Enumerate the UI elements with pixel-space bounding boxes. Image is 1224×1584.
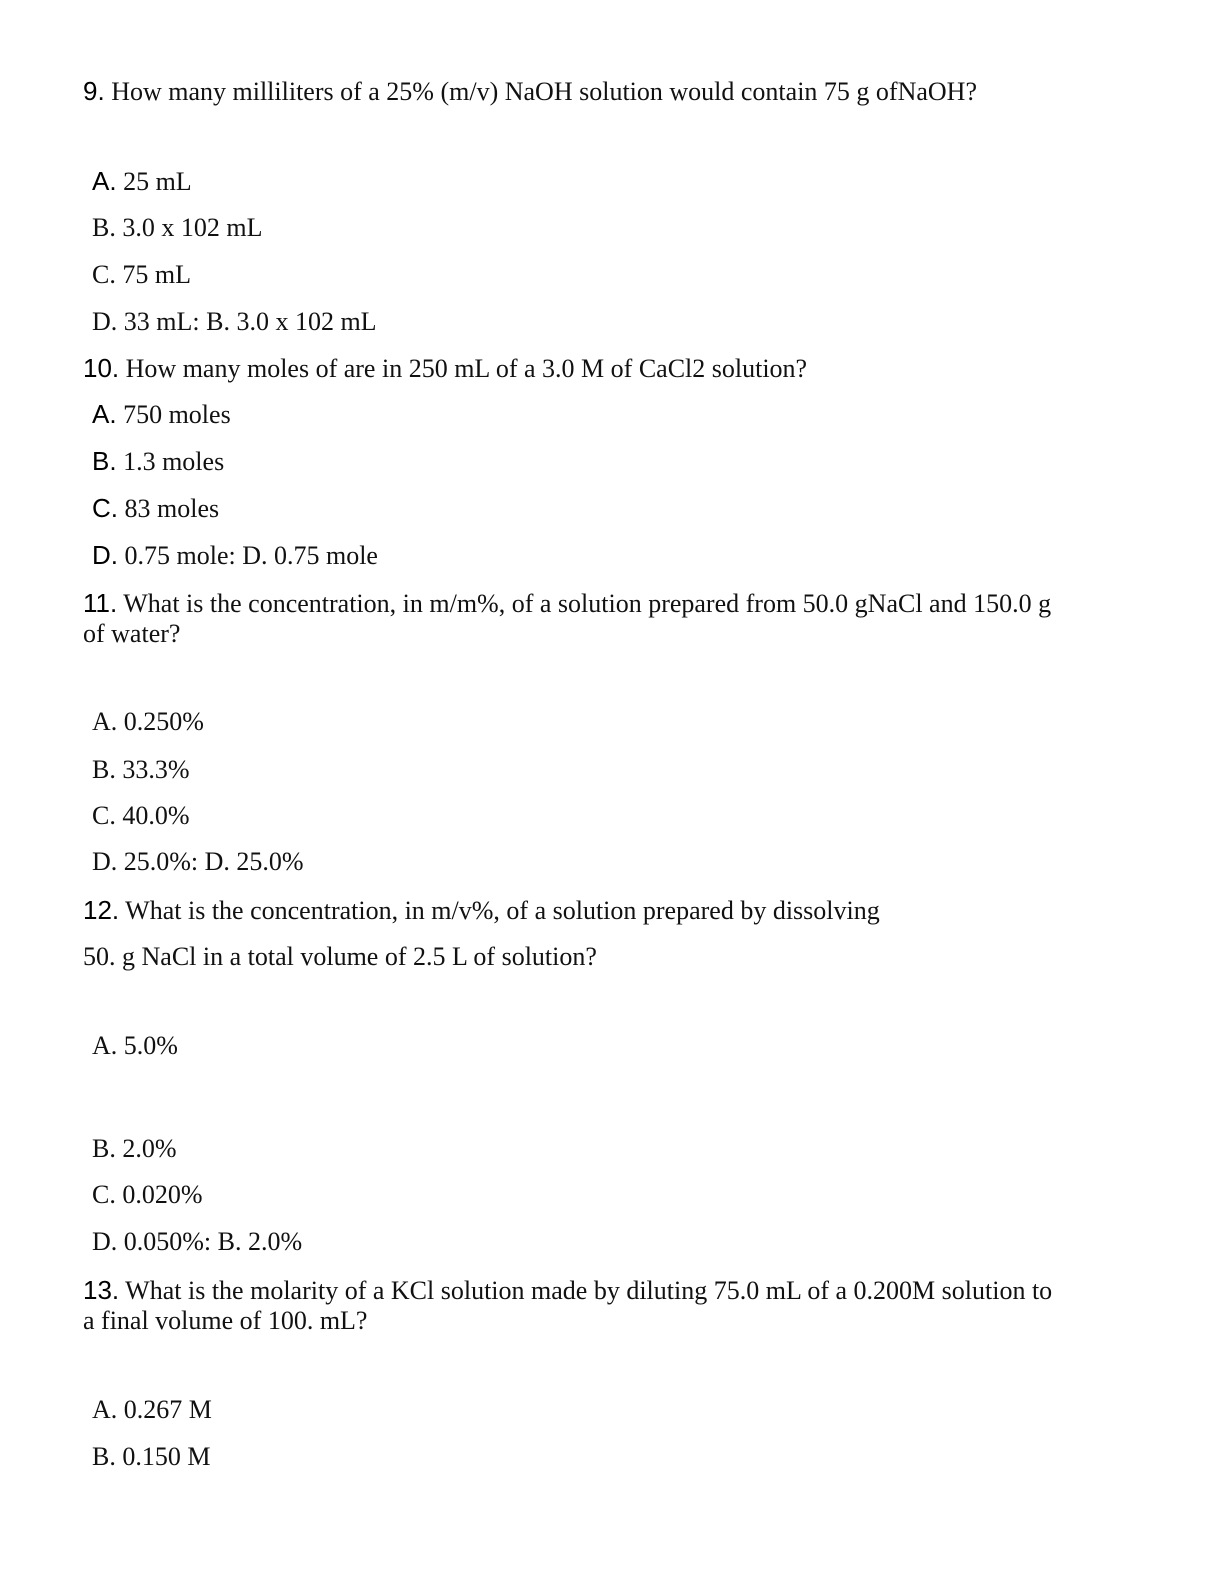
question-12-option-b: B. 2.0% — [92, 1134, 177, 1163]
question-13-text-line2: a final volume of 100. mL? — [83, 1306, 368, 1335]
option-text: 1.3 moles — [116, 447, 225, 476]
question-9-number: 9. — [83, 76, 105, 106]
option-text: 25 mL — [116, 167, 192, 196]
question-10 — [83, 353, 807, 384]
question-9-option-d: D. 33 mL: B. 3.0 x 102 mL — [92, 307, 377, 336]
option-text: 750 moles — [116, 400, 231, 429]
question-11 — [83, 588, 1051, 619]
question-9-option-c: C. 75 mL — [92, 260, 191, 289]
question-11-text-line1: What is the concentration, in m/m%, of a solution prepared from 50.0 gNaCl and 150.0 g — [117, 589, 1052, 618]
option-label: D. — [92, 540, 118, 570]
question-10-option-c — [92, 493, 219, 524]
question-13-number: 13. — [83, 1275, 120, 1305]
option-label: A. — [92, 166, 117, 196]
question-10-text: How many moles of are in 250 mL of a 3.0 M of CaCl2 solution? — [119, 354, 808, 383]
question-10-number: 10. — [83, 353, 120, 383]
question-10-option-a — [92, 399, 231, 430]
question-9 — [83, 76, 977, 107]
question-11-option-b: B. 33.3% — [92, 755, 190, 784]
question-11-option-c: C. 40.0% — [92, 801, 190, 830]
question-12-option-a: A. 5.0% — [92, 1031, 178, 1060]
question-13-option-b: B. 0.150 M — [92, 1442, 211, 1471]
question-11-number: 11. — [83, 588, 118, 618]
question-13-option-a: A. 0.267 M — [92, 1395, 212, 1424]
question-9-option-a — [92, 166, 192, 197]
option-label: A. — [92, 399, 117, 429]
question-12-option-d: D. 0.050%: B. 2.0% — [92, 1227, 303, 1256]
option-text: 83 moles — [118, 494, 220, 523]
question-9-text: How many milliliters of a 25% (m/v) NaOH solution would contain 75 g ofNaOH? — [104, 77, 977, 106]
question-12-text-line2: 50. g NaCl in a total volume of 2.5 L of solution? — [83, 942, 597, 971]
question-10-option-d — [92, 540, 378, 571]
option-label: B. — [92, 446, 117, 476]
question-12 — [83, 895, 880, 926]
question-12-number: 12. — [83, 895, 120, 925]
question-12-text-line1: What is the concentration, in m/v%, of a solution prepared by dissolving — [119, 896, 880, 925]
question-11-option-d: D. 25.0%: D. 25.0% — [92, 847, 304, 876]
option-text: 0.75 mole: D. 0.75 mole — [118, 541, 378, 570]
question-13-text-line1: What is the molarity of a KCl solution made by diluting 75.0 mL of a 0.200M solution to — [119, 1276, 1053, 1305]
question-12-option-c: C. 0.020% — [92, 1180, 203, 1209]
option-label: C. — [92, 493, 118, 523]
question-10-option-b — [92, 446, 224, 477]
question-11-option-a: A. 0.250% — [92, 707, 204, 736]
question-9-option-b: B. 3.0 x 102 mL — [92, 213, 263, 242]
question-13 — [83, 1275, 1052, 1306]
question-11-text-line2: of water? — [83, 619, 181, 648]
